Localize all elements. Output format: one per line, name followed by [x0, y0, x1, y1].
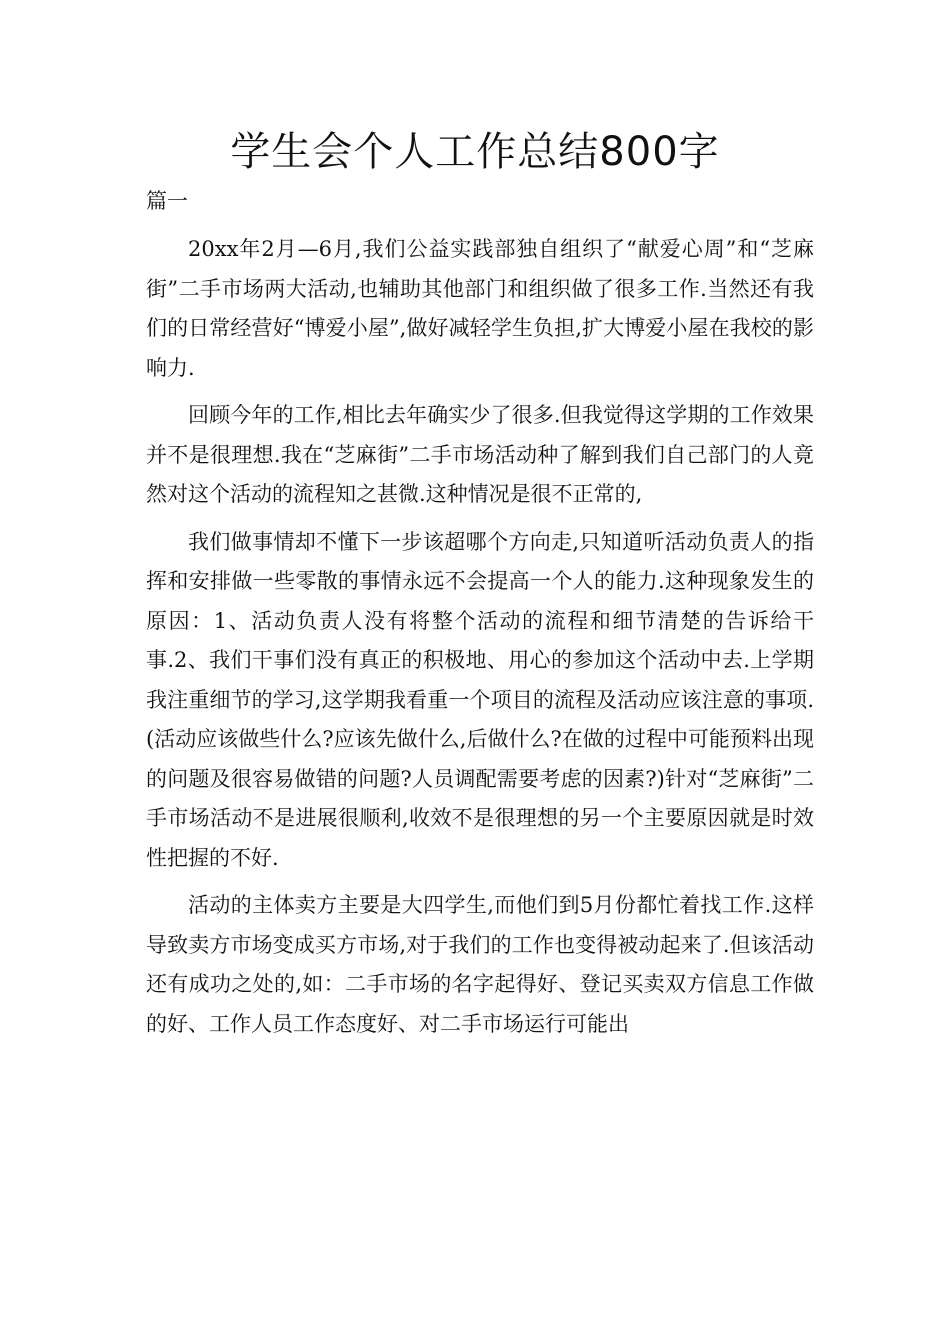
body-paragraph: 回顾今年的工作,相比去年确实少了很多.但我觉得这学期的工作效果并不是很理想.我在“芝麻街”二手市场活动种了解到我们自己部门的人竟然对这个活动的流程知之甚微.这种情况是很不正常的, — [146, 403, 814, 506]
body-paragraph: 我们做事情却不懂下一步该超哪个方向走,只知道听活动负责人的指挥和安排做一些零散的事情永远不会提高一个人的能力.这种现象发生的原因：1、活动负责人没有将整个活动的流程和细节清楚的告诉给干事.2、我们干事们没有真正的积极地、用心的参加这个活动中去.上学期我注重细节的学习,这学期我看重一个项目的流程及活动应该注意的事项.(活动应该做些什么?应该先做什么,后做什么?在做的过程中可能预料出现的问题及很容易做错的问题?人员调配需要考虑的因素?)针对“芝麻街”二手市场活动不是进展很顺利,收效不是很理想的另一个主要原因就是时效性把握的不好. — [146, 529, 814, 870]
document-body — [146, 230, 814, 1052]
body-paragraph: 活动的主体卖方主要是大四学生,而他们到5月份都忙着找工作.这样导致卖方市场变成买方市场,对于我们的工作也变得被动起来了.但该活动还有成功之处的,如：二手市场的名字起得好、登记买卖双方信息工作做的好、工作人员工作态度好、对二手市场运行可能出 — [146, 893, 814, 1036]
section-label: 篇一 — [146, 189, 188, 213]
document-title: 学生会个人工作总结800字 — [230, 129, 720, 175]
body-paragraph: 20xx年2月—6月,我们公益实践部独自组织了“献爱心周”和“芝麻街”二手市场两大活动,也辅助其他部门和组织做了很多工作.当然还有我们的日常经营好“博爱小屋”,做好减轻学生负担,扩大博爱小屋在我校的影响力. — [146, 237, 814, 380]
